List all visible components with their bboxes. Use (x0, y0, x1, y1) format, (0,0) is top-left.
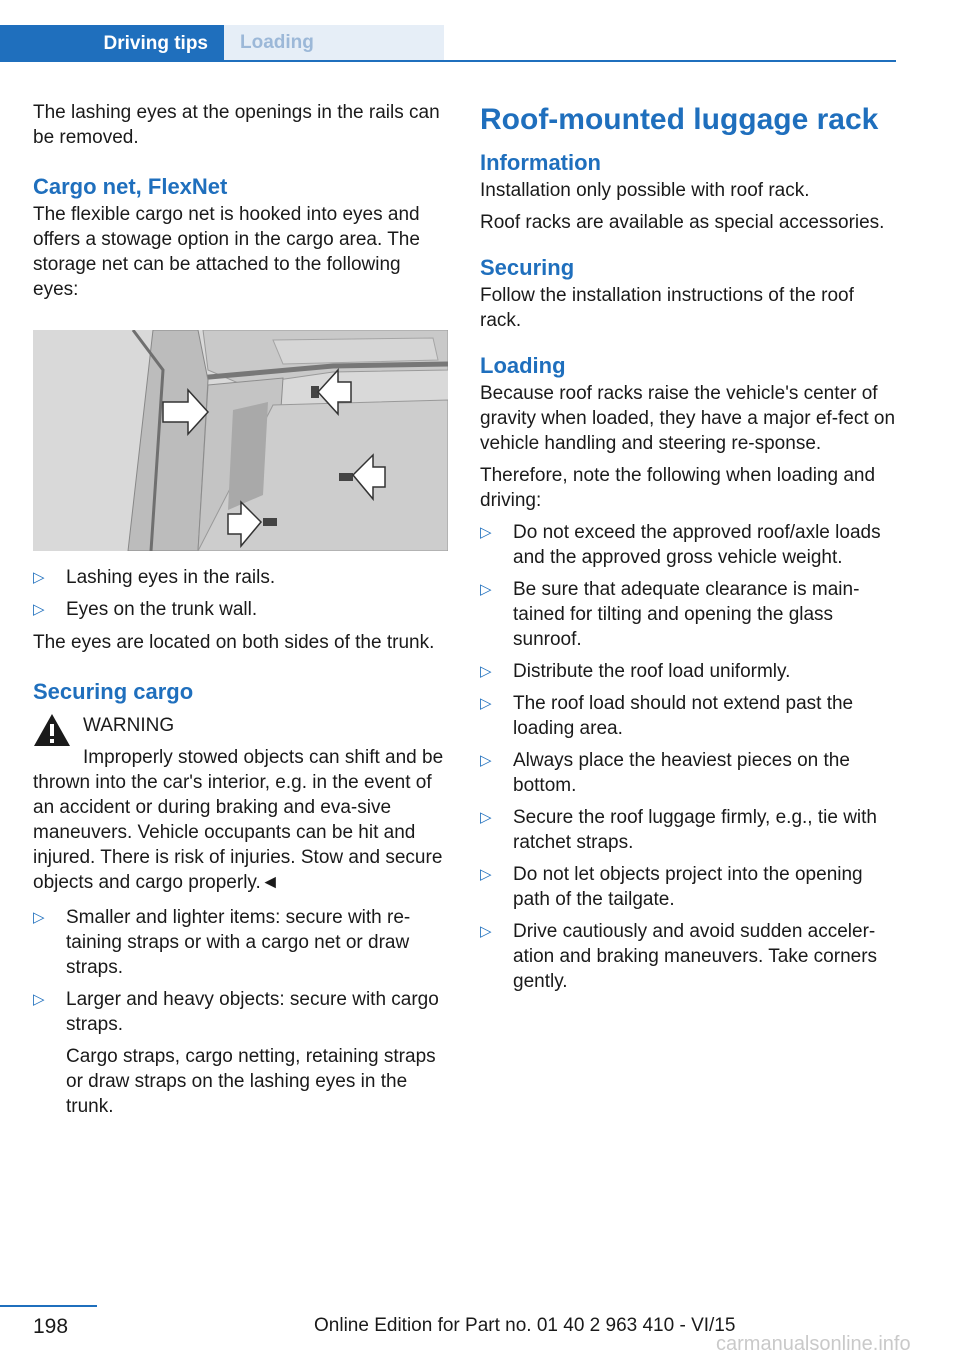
eyes-location-text: The eyes are located on both sides of the trunk. (33, 632, 435, 653)
warning-box (33, 713, 448, 895)
list-item: ▷ Do not exceed the approved roof/axle loads and the approved gross vehicle weight. (480, 522, 881, 568)
list-item: ▷ The roof load should not extend past the loading area. (480, 693, 854, 739)
information-text-2: Roof racks are available as special accessories. (480, 212, 885, 233)
cargo-net-text: The flexible cargo net is hooked into eyes and offers a stowage option in the cargo area. The storage net can be attached to the following eyes: (33, 204, 420, 300)
bullet-triangle-icon: ▷ (33, 601, 45, 618)
list-item: ▷ Be sure that adequate clearance is main-tained for tilting and opening the glass sunroof. (480, 579, 860, 650)
footer-rule (0, 1305, 97, 1307)
page-number: 198 (33, 1315, 69, 1338)
edition-text: Online Edition for Part no. 01 40 2 963 410 - VI/15 (314, 1315, 736, 1336)
information-text-1: Installation only possible with roof rack. (480, 180, 810, 201)
tab-loading[interactable]: Loading (224, 25, 444, 60)
loading-text-2: Therefore, note the following when loading and driving: (480, 465, 876, 511)
list-item: ▷ Eyes on the trunk wall. (33, 599, 258, 620)
page-title: Roof-mounted luggage rack (480, 103, 879, 136)
bullet-triangle-icon: ▷ (480, 524, 492, 541)
list-item: ▷ Smaller and lighter items: secure with re-taining straps or with a cargo net or draw straps. (33, 907, 411, 978)
securing-list (33, 905, 448, 1119)
trunk-photo (33, 330, 448, 551)
loading-text-1: Because roof racks raise the vehicle's center of gravity when loaded, they have a major ef-fect on vehicle handling and steering re-sponse. (480, 383, 896, 454)
bullet-triangle-icon: ▷ (33, 909, 45, 926)
trunk-illustration (33, 330, 448, 551)
list-item: ▷ Lashing eyes in the rails. (33, 567, 276, 588)
securing-cargo-heading: Securing cargo (33, 679, 194, 704)
bullet-triangle-icon: ▷ (480, 581, 492, 598)
list-item: ▷ Drive cautiously and avoid sudden acceler-ation and braking maneuvers. Take corners gently. (480, 921, 878, 992)
left-column (33, 100, 448, 1127)
warning-text: Improperly stowed objects can shift and be thrown into the car's interior, e.g. in the event of an accident or during braking and eva-sive maneuvers. Vehicle occupants can be hit and injured. There is risk of injuries. Stow and secure objects and cargo properly.◄ (33, 747, 444, 893)
warning-triangle-icon (33, 713, 71, 747)
header-rule (0, 60, 896, 62)
tab-driving-tips[interactable]: Driving tips (0, 25, 224, 62)
bullet-triangle-icon: ▷ (480, 809, 492, 826)
bullet-triangle-icon: ▷ (480, 866, 492, 883)
bullet-triangle-icon: ▷ (480, 695, 492, 712)
watermark: carmanualsonline.info (716, 1333, 911, 1355)
header-bar (0, 25, 896, 62)
list-item: ▷ Larger and heavy objects: secure with cargo straps. Cargo straps, cargo netting, retaining straps or draw straps on the lashing eyes in the trunk. (33, 987, 448, 1119)
list-item: ▷ Distribute the roof load uniformly. (480, 661, 791, 682)
list-item: ▷ Always place the heaviest pieces on the bottom. (480, 750, 850, 796)
list-item: ▷ Do not let objects project into the opening path of the tailgate. (480, 864, 863, 910)
eyes-list (33, 565, 448, 622)
information-heading: Information (480, 150, 601, 175)
list-item: ▷ Secure the roof luggage firmly, e.g., tie with ratchet straps. (480, 807, 877, 853)
bullet-triangle-icon: ▷ (33, 569, 45, 586)
bullet-triangle-icon: ▷ (480, 752, 492, 769)
bullet-triangle-icon: ▷ (33, 991, 45, 1008)
intro-text: The lashing eyes at the openings in the rails can be removed. (33, 102, 440, 148)
loading-heading: Loading (480, 353, 566, 378)
bullet-triangle-icon: ▷ (480, 663, 492, 680)
list-item-detail: Cargo straps, cargo netting, retaining straps or draw straps on the lashing eyes in the trunk. (66, 1046, 436, 1117)
loading-list (480, 520, 898, 994)
securing-text: Follow the installation instructions of the roof rack. (480, 285, 854, 331)
warning-title: WARNING (83, 715, 175, 736)
bullet-triangle-icon: ▷ (480, 923, 492, 940)
right-column (480, 100, 898, 1002)
cargo-net-heading: Cargo net, FlexNet (33, 174, 228, 199)
securing-heading: Securing (480, 255, 575, 280)
